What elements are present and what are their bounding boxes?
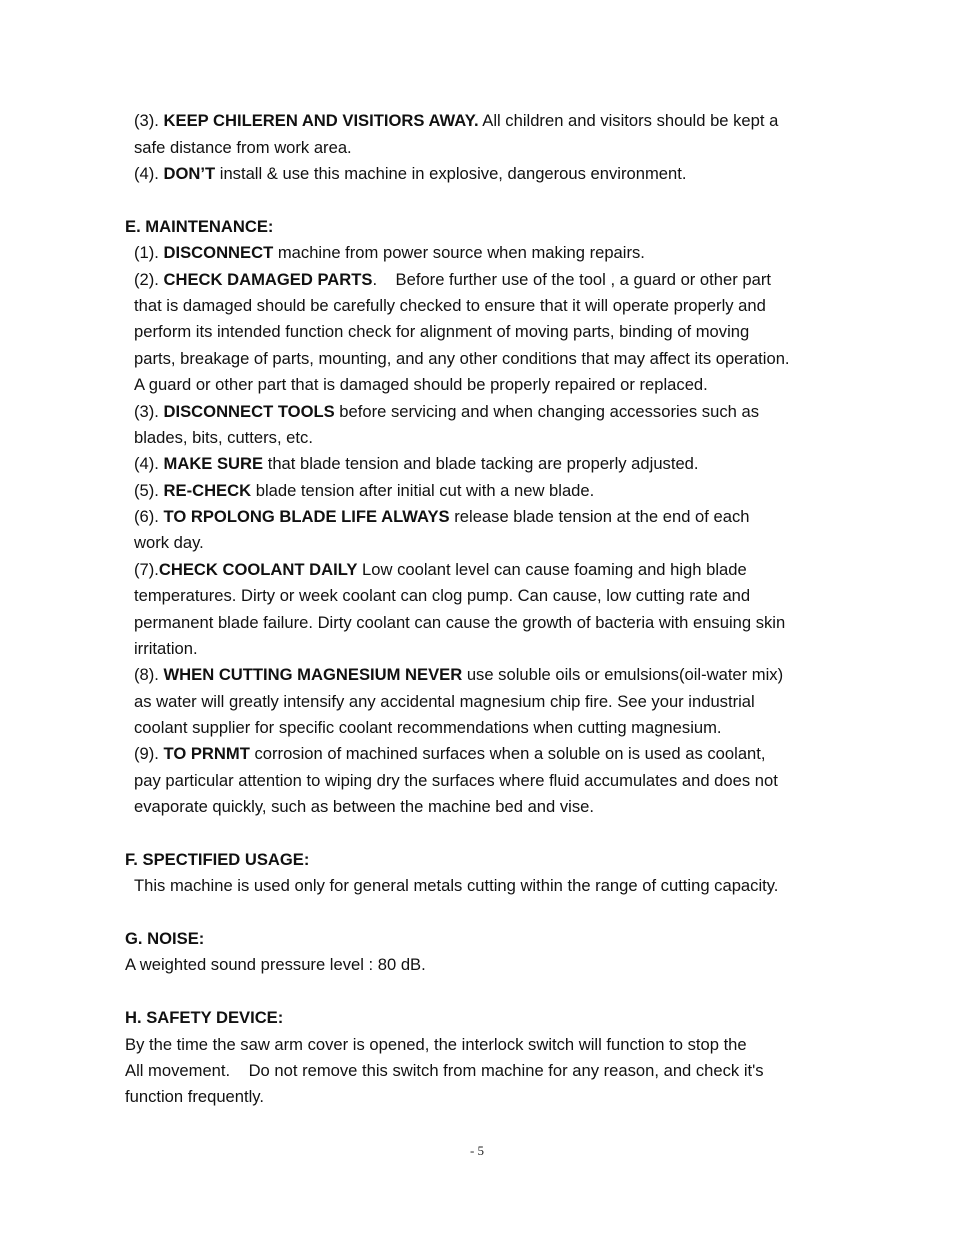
d-item-3-line-2: safe distance from work area. (134, 138, 352, 157)
d-item-4-bold: DON’T (163, 164, 216, 183)
e-item-2-text: . Before further use of the tool , a guard or other part (372, 270, 771, 289)
e-item-1-number: (1). (134, 243, 164, 262)
e-item-9-bold: TO PRNMT (163, 744, 250, 763)
page-number: - 5 (469, 1143, 485, 1158)
e-item-7-line-4: irritation. (134, 639, 198, 658)
e-item-9-line-3: evaporate quickly, such as between the machine bed and vise. (134, 797, 594, 816)
e-item-3-line-2: blades, bits, cutters, etc. (134, 428, 313, 447)
section-f-text: This machine is used only for general metals cutting within the range of cutting capacity. (134, 876, 779, 895)
d-item-3-text: All children and visitors should be kept a (478, 111, 779, 130)
e-item-4-bold: MAKE SURE (163, 454, 264, 473)
e-item-5 (134, 481, 594, 501)
e-item-6-number: (6). (134, 507, 164, 526)
e-item-1-text: machine from power source when making repairs. (273, 243, 645, 262)
e-item-6-bold: TO RPOLONG BLADE LIFE ALWAYS (163, 507, 450, 526)
e-item-9-text: corrosion of machined surfaces when a soluble on is used as coolant, (249, 744, 766, 763)
e-item-7-text: Low coolant level can cause foaming and high blade (357, 560, 747, 579)
e-item-7-line-2: temperatures. Dirty or week coolant can clog pump. Can cause, low cutting rate and (134, 586, 751, 605)
e-item-7-line-3: permanent blade failure. Dirty coolant can cause the growth of bacteria with ensuing skin (134, 613, 786, 632)
e-item-6-text: release blade tension at the end of each (449, 507, 750, 526)
e-item-3-number: (3). (134, 402, 164, 421)
e-item-7-bold: CHECK COOLANT DAILY (158, 560, 358, 579)
e-item-2-line-4: parts, breakage of parts, mounting, and any other conditions that may affect its operation. (134, 349, 790, 368)
section-h-line-3: function frequently. (125, 1087, 264, 1106)
e-item-6-line-2: work day. (134, 533, 204, 552)
e-item-3-line-1 (134, 402, 759, 422)
e-item-6-line-1 (134, 507, 749, 527)
d-item-3-bold: KEEP CHILEREN AND VISITIORS AWAY. (163, 111, 479, 130)
e-item-9-number: (9). (134, 744, 164, 763)
e-item-2-line-3: perform its intended function check for alignment of moving parts, binding of moving (134, 322, 750, 341)
e-item-2-line-1 (134, 270, 771, 290)
e-item-4 (134, 454, 699, 474)
e-item-1-bold: DISCONNECT (163, 243, 274, 262)
d-item-4-number: (4). (134, 164, 164, 183)
e-item-4-text: that blade tension and blade tacking are properly adjusted. (263, 454, 699, 473)
d-item-4 (134, 164, 686, 184)
section-g-heading: G. NOISE: (125, 929, 205, 948)
e-item-8-text: use soluble oils or emulsions(oil-water mix) (462, 665, 784, 684)
section-g-text: A weighted sound pressure level : 80 dB. (125, 955, 426, 974)
e-item-5-number: (5). (134, 481, 164, 500)
e-item-8-bold: WHEN CUTTING MAGNESIUM NEVER (163, 665, 463, 684)
e-item-5-text: blade tension after initial cut with a new blade. (251, 481, 595, 500)
e-item-8-line-1 (134, 665, 783, 685)
e-item-9-line-1 (134, 744, 766, 764)
e-item-5-bold: RE-CHECK (163, 481, 252, 500)
e-item-3-text: before servicing and when changing accessories such as (334, 402, 759, 421)
e-item-1 (134, 243, 645, 263)
e-item-2-line-5: A guard or other part that is damaged should be properly repaired or replaced. (134, 375, 708, 394)
e-item-9-line-2: pay particular attention to wiping dry the surfaces where fluid accumulates and does not (134, 771, 778, 790)
e-item-2-line-2: that is damaged should be carefully checked to ensure that it will operate properly and (134, 296, 766, 315)
d-item-4-text: install & use this machine in explosive, dangerous environment. (215, 164, 687, 183)
section-f-heading: F. SPECTIFIED USAGE: (125, 850, 310, 869)
e-item-4-number: (4). (134, 454, 164, 473)
section-h-line-2: All movement. Do not remove this switch from machine for any reason, and check it's (125, 1061, 764, 1080)
d-item-3-number: (3). (134, 111, 164, 130)
e-item-3-bold: DISCONNECT TOOLS (163, 402, 335, 421)
e-item-7-number: (7). (134, 560, 159, 579)
d-item-3-line-1 (134, 111, 778, 131)
e-item-2-number: (2). (134, 270, 164, 289)
section-h-heading: H. SAFETY DEVICE: (125, 1008, 284, 1027)
e-item-8-line-3: coolant supplier for specific coolant recommendations when cutting magnesium. (134, 718, 722, 737)
section-h-line-1: By the time the saw arm cover is opened, the interlock switch will function to stop the (125, 1035, 747, 1054)
e-item-8-number: (8). (134, 665, 164, 684)
e-item-2-bold: CHECK DAMAGED PARTS (163, 270, 373, 289)
e-item-7-line-1 (134, 560, 747, 580)
e-item-8-line-2: as water will greatly intensify any accidental magnesium chip fire. See your industrial (134, 692, 755, 711)
section-e-heading: E. MAINTENANCE: (125, 217, 274, 236)
